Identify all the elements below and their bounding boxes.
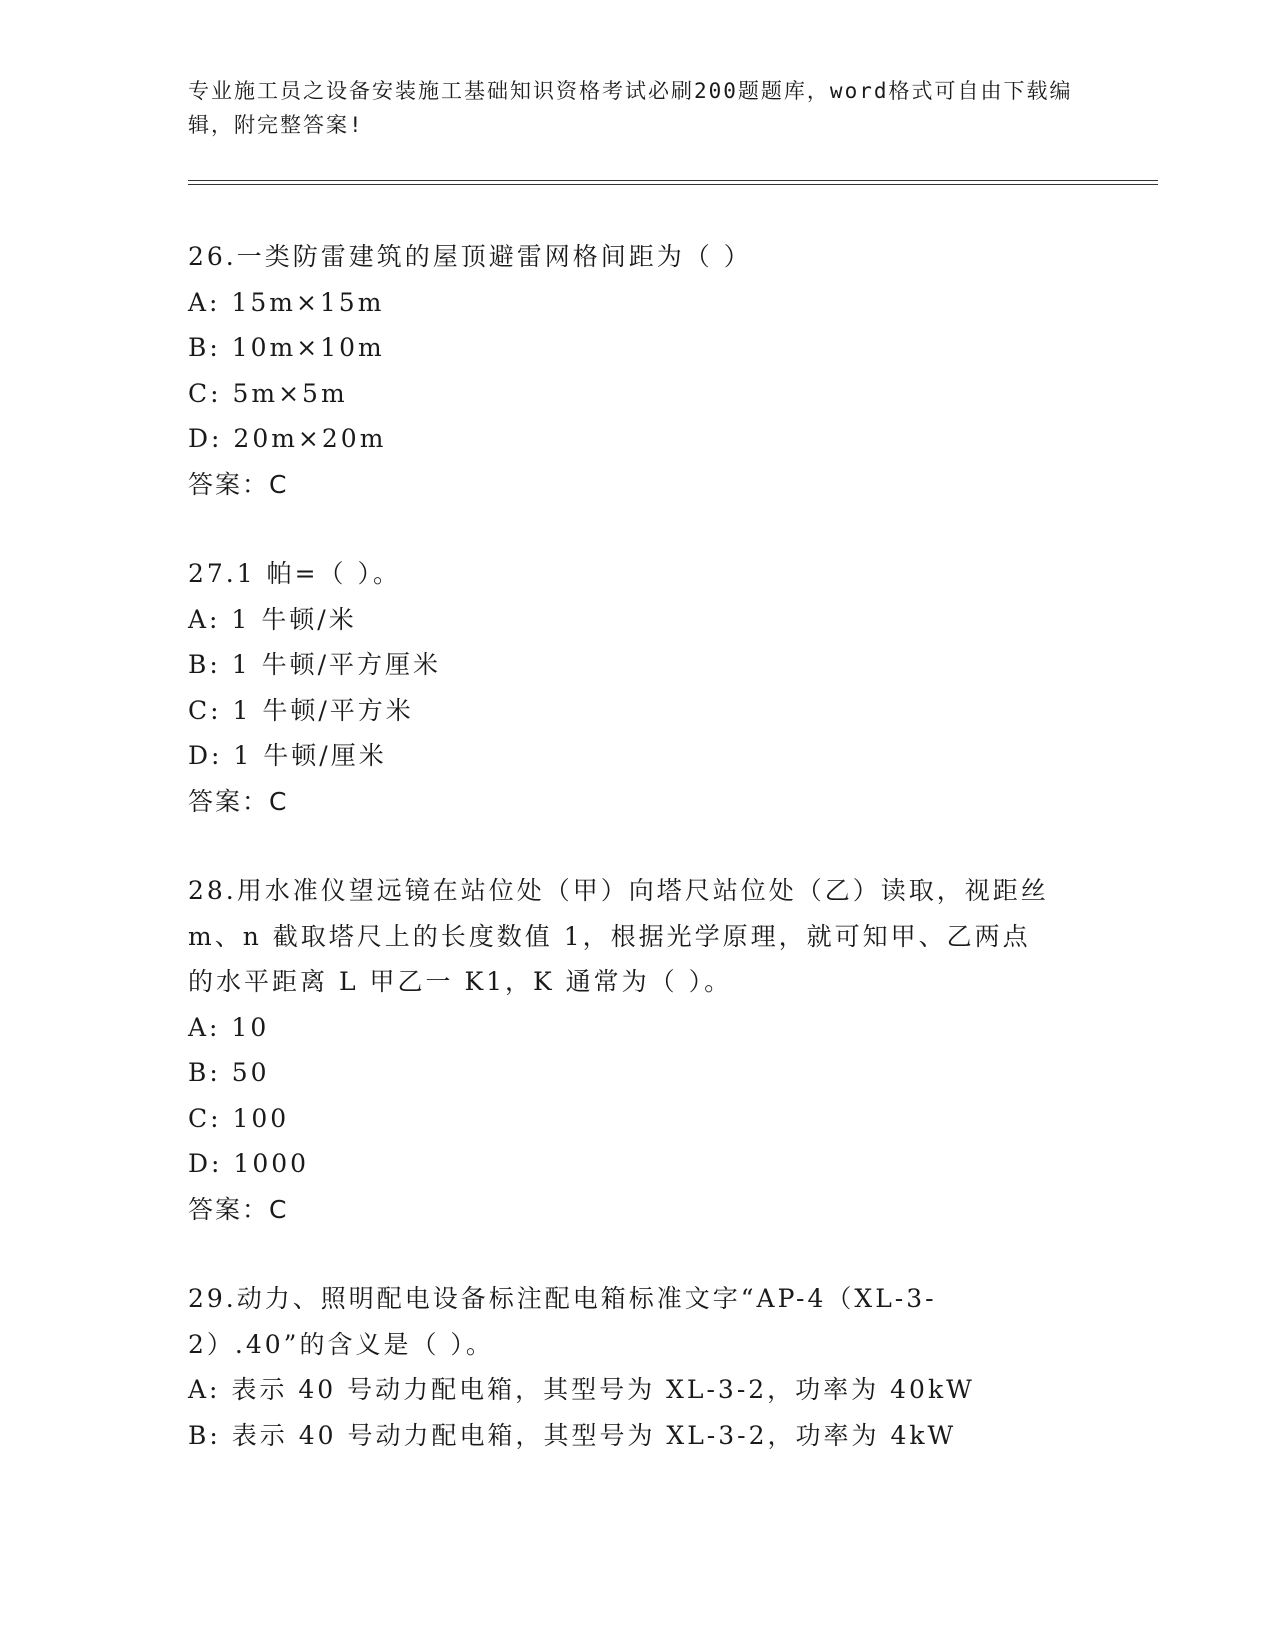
question-27	[188, 551, 1088, 824]
option-c: C: 5m×5m	[188, 378, 348, 408]
option-a: A: 15m×15m	[188, 287, 385, 317]
question-text: 27.1 帕=（ ）。	[188, 559, 402, 588]
header-divider	[188, 180, 1158, 185]
question-28	[188, 868, 1088, 1232]
option-a: A: 10	[188, 1012, 270, 1042]
document-page	[188, 0, 1158, 1650]
question-26	[188, 234, 1088, 507]
question-text: 26.一类防雷建筑的屋顶避雷网格间距为（ ）	[188, 242, 752, 271]
option-b: B: 50	[188, 1058, 270, 1087]
option-b: B: 1 牛顿/平方厘米	[188, 650, 442, 679]
option-a: A: 表示 40 号动力配电箱，其型号为 XL-3-2，功率为 40kW	[188, 1375, 975, 1404]
question-list	[188, 234, 1088, 1502]
question-29	[188, 1276, 1088, 1458]
option-c: C: 1 牛顿/平方米	[188, 695, 414, 725]
answer-text: 答案：C	[188, 1194, 289, 1224]
document-header: 专业施工员之设备安装施工基础知识资格考试必刷200题题库，word格式可自由下载编辑，附完整答案!	[188, 79, 1073, 137]
option-b: B: 10m×10m	[188, 333, 385, 362]
question-text: 29.动力、照明配电设备标注配电箱标准文字“AP-4（XL-3-2）.40”的含义是（ ）。	[188, 1284, 937, 1359]
answer-text: 答案：C	[188, 469, 289, 499]
option-d: D: 1 牛顿/厘米	[188, 741, 387, 770]
question-text: 28.用水准仪望远镜在站位处（甲）向塔尺站位处（乙）读取，视距丝m、n 截取塔尺上的长度数值 1，根据光学原理，就可知甲、乙两点的水平距离 L 甲乙一 K1，K 通常为（ ）。	[188, 876, 1049, 996]
option-d: D: 1000	[188, 1149, 310, 1178]
option-d: D: 20m×20m	[188, 424, 387, 453]
option-b: B: 表示 40 号动力配电箱，其型号为 XL-3-2，功率为 4kW	[188, 1420, 957, 1450]
answer-text: 答案：C	[188, 786, 289, 816]
option-c: C: 100	[188, 1103, 290, 1133]
option-a: A: 1 牛顿/米	[188, 604, 357, 634]
